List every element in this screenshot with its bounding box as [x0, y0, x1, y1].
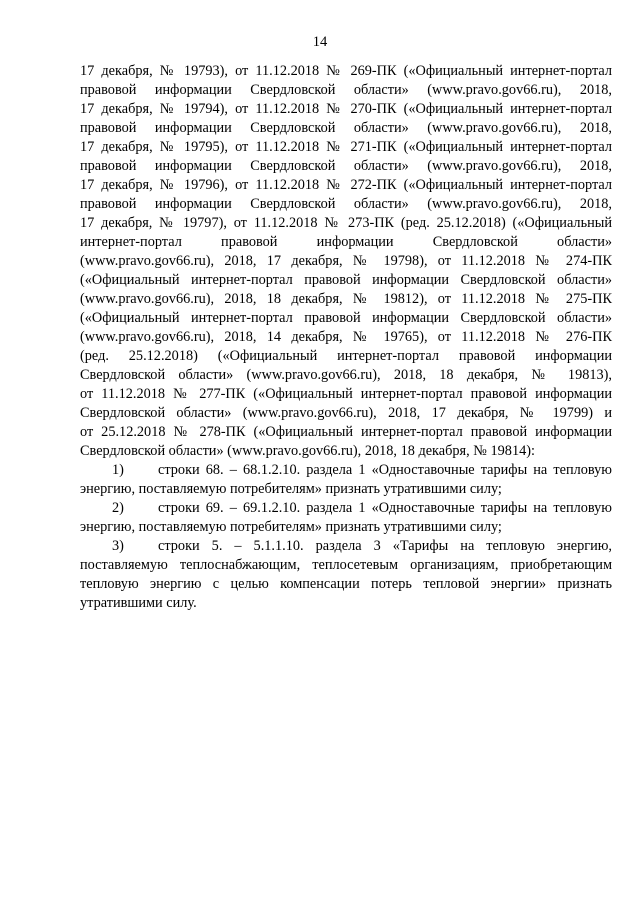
text-line: («Официальный интернет-портал правовой информации Свердловской области» — [80, 272, 612, 288]
text-line: 17 декабря, № 19797), от 11.12.2018 № 273-ПК (ред. 25.12.2018) («Официальный — [80, 215, 612, 231]
list-item-text: строки 69. – 69.1.2.10. раздела 1 «Одноставочные тарифы на тепловую энергию, поставляемую потребителям» признать утратившими силу; — [80, 500, 612, 535]
list-item-number: 2) — [112, 500, 124, 516]
text-line: (www.pravo.gov66.ru), 2018, 17 декабря, № 19798), от 11.12.2018 № 274-ПК — [80, 253, 612, 269]
list-item-number: 3) — [112, 538, 124, 554]
list-item — [80, 499, 612, 537]
text-line: Свердловской области» (www.pravo.gov66.ru), 2018, 17 декабря, № 19799) и — [80, 405, 612, 421]
text-line: 17 декабря, № 19793), от 11.12.2018 № 269-ПК («Официальный интернет-портал — [80, 63, 612, 79]
list-item-number: 1) — [112, 462, 124, 478]
list-item — [80, 461, 612, 499]
text-line: от 25.12.2018 № 278-ПК («Официальный интернет-портал правовой информации — [80, 424, 612, 440]
list-item-text: строки 5. – 5.1.1.10. раздела 3 «Тарифы на тепловую энергию, поставляемую теплоснабжающим, теплосетевым организациям, приобретающим тепловую энергию с целью компенсации потерь тепловой энергии» признать утратившими силу. — [80, 538, 612, 611]
text-line: 17 декабря, № 19794), от 11.12.2018 № 270-ПК («Официальный интернет-портал — [80, 101, 612, 117]
text-line: от 11.12.2018 № 277-ПК («Официальный интернет-портал правовой информации — [80, 386, 612, 402]
text-line: (www.pravo.gov66.ru), 2018, 14 декабря, № 19765), от 11.12.2018 № 276-ПК — [80, 329, 612, 345]
text-line: (www.pravo.gov66.ru), 2018, 18 декабря, № 19812), от 11.12.2018 № 275-ПК — [80, 291, 612, 307]
document-body — [80, 62, 612, 613]
text-line: интернет-портал правовой информации Свердловской области» — [80, 234, 612, 250]
text-line: правовой информации Свердловской области» (www.pravo.gov66.ru), 2018, — [80, 158, 612, 174]
text-line: Свердловской области» (www.pravo.gov66.ru), 2018, 18 декабря, № 19813), — [80, 367, 612, 383]
text-line: Свердловской области» (www.pravo.gov66.ru), 2018, 18 декабря, № 19814): — [80, 443, 535, 459]
text-line: 17 декабря, № 19795), от 11.12.2018 № 271-ПК («Официальный интернет-портал — [80, 139, 612, 155]
text-line: правовой информации Свердловской области» (www.pravo.gov66.ru), 2018, — [80, 82, 612, 98]
list-item-text: строки 68. – 68.1.2.10. раздела 1 «Одноставочные тарифы на тепловую энергию, поставляемую потребителям» признать утратившими силу; — [80, 462, 612, 497]
page-number: 14 — [312, 34, 328, 50]
citation-paragraph — [80, 62, 612, 461]
text-line: 17 декабря, № 19796), от 11.12.2018 № 272-ПК («Официальный интернет-портал — [80, 177, 612, 193]
list-item — [80, 537, 612, 613]
text-line: правовой информации Свердловской области» (www.pravo.gov66.ru), 2018, — [80, 120, 612, 136]
text-line: (ред. 25.12.2018) («Официальный интернет-портал правовой информации — [80, 348, 612, 364]
text-line: правовой информации Свердловской области» (www.pravo.gov66.ru), 2018, — [80, 196, 612, 212]
text-line: («Официальный интернет-портал правовой информации Свердловской области» — [80, 310, 612, 326]
